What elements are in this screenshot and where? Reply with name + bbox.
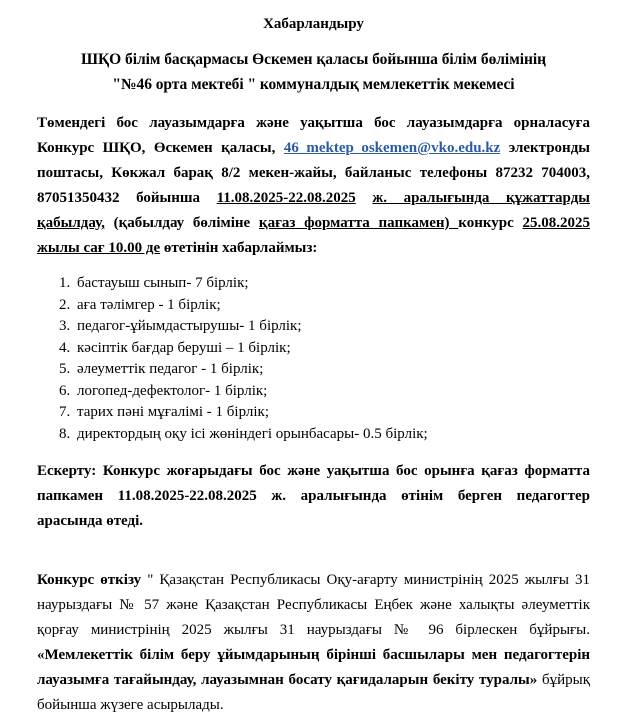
list-item-number: 8.: [59, 425, 71, 442]
list-item-label: тарих пәні мұғалімі - 1 бірлік;: [77, 404, 270, 420]
list-item: [37, 338, 590, 360]
list-item-number: 4.: [59, 339, 71, 356]
legal-basis-paragraph: [37, 568, 590, 718]
legal-basis-quoted-title: «Мемлекеттік білім беру ұйымдарының бірінші басшылары мен педагогтерін лауазымға тағайындау, лауазымнан босату қағидаларын бекіту туралы»: [37, 647, 590, 688]
email-link[interactable]: 46_mektep_oskemen@vko.edu.kz: [283, 140, 501, 156]
announcement-intro-paragraph: [37, 111, 590, 261]
note-paragraph: [37, 459, 590, 534]
organization-heading-line-1: ШҚО білім басқармасы Өскемен қаласы бойынша білім бөлімінің: [81, 51, 546, 68]
intro-text-part-4: (қабылдау бөліміне: [104, 215, 259, 231]
list-item: [37, 295, 590, 317]
list-item: [37, 359, 590, 381]
note-label: Ескерту:: [37, 463, 97, 479]
intro-underlined-segment-3: қағаз форматта папкамен): [258, 215, 459, 231]
organization-heading-line-2: "№46 орта мектебі " коммуналдық мемлекеттік мекемесі: [112, 76, 515, 93]
list-item-number: 5.: [59, 361, 71, 377]
page-title: Хабарландыру: [263, 16, 364, 32]
intro-text-part-1: Төмендегі бос лауазымдарға және уақытша бос лауазымдарға орналасуға Конкурс ШҚО, Өскемен қаласы,: [37, 115, 590, 156]
list-item-number: 3.: [59, 318, 71, 334]
list-item-number: 1.: [59, 275, 71, 291]
list-item-label: кәсіптік бағдар беруші – 1 бірлік;: [77, 339, 291, 356]
list-item-label: аға тәлімгер - 1 бірлік;: [77, 296, 221, 313]
list-item-label: директордың оқу ісі жөніндегі орынбасары- 0.5 бірлік;: [77, 425, 428, 442]
list-item-label: бастауыш сынып- 7 бірлік;: [77, 275, 249, 291]
list-item: [37, 381, 590, 403]
intro-text-part-6: өтетінін хабарлаймыз:: [160, 240, 318, 256]
intro-underlined-dates: 11.08.2025-22.08.2025: [216, 190, 356, 206]
intro-underlined-segment-2: ж. аралығында құжаттарды қабылдау,: [37, 190, 591, 231]
list-item-number: 6.: [59, 382, 71, 399]
list-item-number: 2.: [59, 296, 71, 313]
legal-basis-lead: Конкурс өткізу: [37, 572, 142, 588]
legal-basis-middle: " Қазақстан Республикасы Оқу-ағарту министрінің 2025 жылғы 31 наурыздағы № 57 және Қазақстан Республикасы Еңбек және халықты әлеуметтік қорғау министрінің 2025 жылғы 31 наурыздағы № 96 бірлескен бұйрығы.: [37, 572, 591, 638]
list-item-label: педагог-ұйымдастырушы- 1 бірлік;: [77, 318, 302, 334]
organization-heading: [37, 47, 590, 97]
vacant-positions-list: [37, 273, 590, 445]
intro-text-part-5: конкурс: [458, 215, 523, 231]
list-item-label: логопед-дефектолог- 1 бірлік;: [77, 382, 268, 399]
list-item-label: әлеуметтік педагог - 1 бірлік;: [77, 361, 264, 377]
list-item: [37, 273, 590, 295]
intro-text-part-2: электронды поштасы, Көкжал барақ 8/2 мекен-жайы, байланыс телефоны 87232 704003, 87051350432 бойынша: [37, 140, 591, 206]
note-body: Конкурс жоғарыдағы бос және уақытша бос орынға қағаз форматта папкамен 11.08.2025-22.08.2025 ж. аралығында өтінім берген педагогтер арасында өтеді.: [37, 463, 590, 529]
list-item: [37, 402, 590, 424]
legal-basis-tail: бұйрық бойынша жүзеге асырылады.: [37, 672, 590, 713]
list-item: [37, 424, 590, 446]
list-item: [37, 316, 590, 338]
list-item-number: 7.: [59, 404, 71, 420]
intro-text-part-3: [356, 190, 373, 206]
intro-underlined-segment-4: 25.08.2025 жылы сағ 10.00 де: [37, 215, 590, 256]
